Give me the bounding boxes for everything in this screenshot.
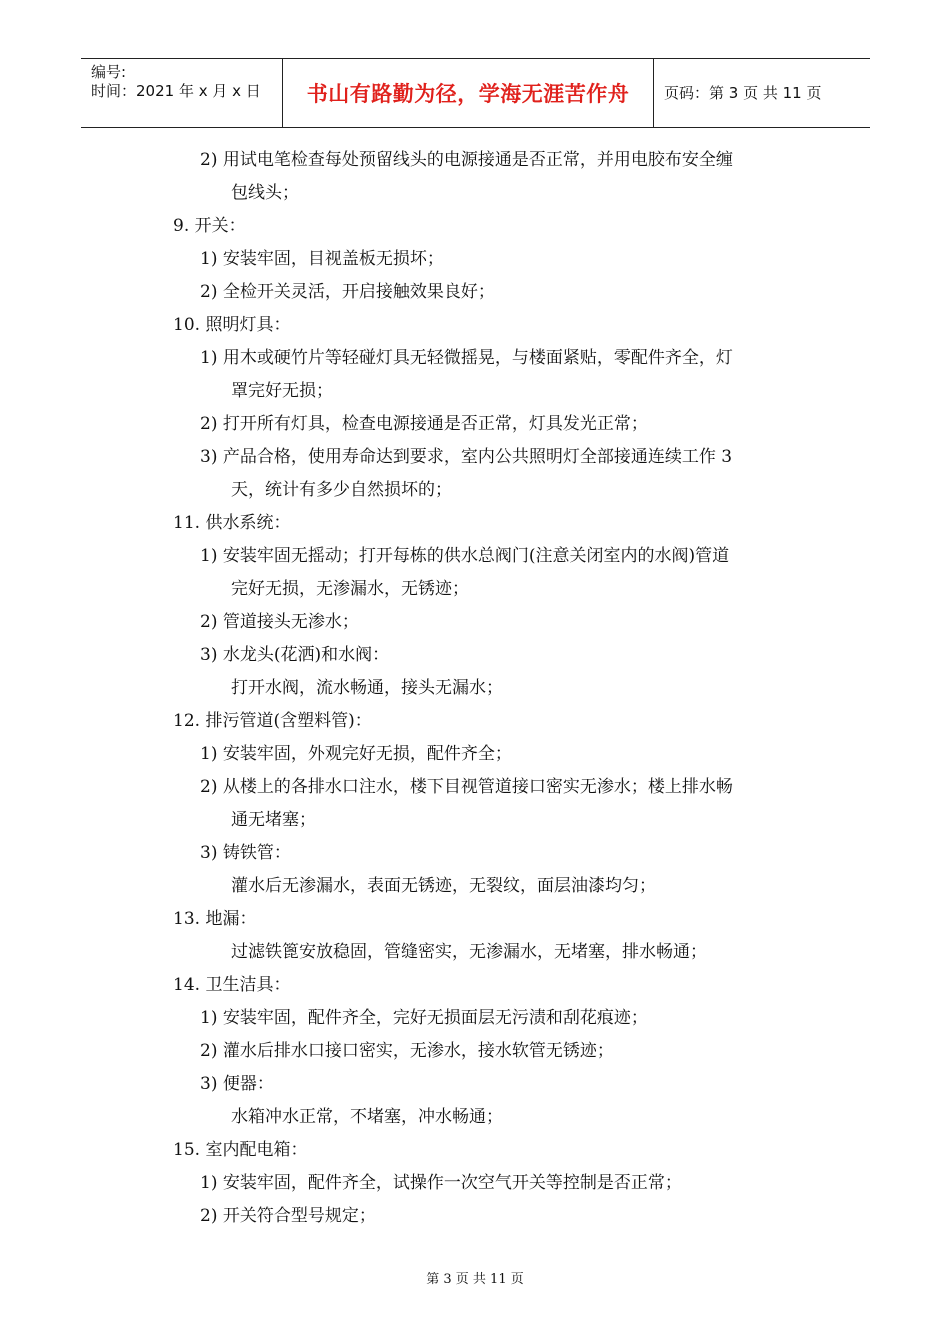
header-info-cell: [81, 59, 283, 127]
list-item: 1) 安装牢固，配件齐全，完好无损面层无污渍和刮花痕迹；: [200, 1008, 648, 1028]
header-motto-cell: [283, 59, 654, 127]
list-item: 1) 安装牢固无摇动；打开每栋的供水总阀门(注意关闭室内的水阀)管道: [200, 546, 730, 566]
list-item: 2) 打开所有灯具，检查电源接通是否正常，灯具发光正常；: [200, 414, 648, 434]
list-item: 1) 安装牢固，配件齐全，试操作一次空气开关等控制是否正常；: [200, 1173, 682, 1193]
header-page-cell: [654, 59, 870, 127]
page-footer: 第 3 页 共 11 页: [426, 1272, 524, 1287]
list-item-continuation: 包线头；: [231, 183, 299, 203]
list-item: 3) 便器：: [200, 1074, 274, 1094]
section-heading: 12. 排污管道(含塑料管)：: [173, 711, 372, 731]
section-heading: 10. 照明灯具：: [173, 315, 291, 335]
list-item-detail: 灌水后无渗漏水，表面无锈迹，无裂纹，面层油漆均匀；: [231, 876, 656, 896]
list-item: 2) 灌水后排水口接口密实，无渗水，接水软管无锈迹；: [200, 1041, 614, 1061]
list-item-continuation: 完好无损，无渗漏水，无锈迹；: [231, 579, 469, 599]
list-item: 2) 全检开关灵活，开启接触效果良好；: [200, 282, 495, 302]
page-header: [81, 58, 870, 128]
list-item-detail: 打开水阀，流水畅通，接头无漏水；: [231, 678, 503, 698]
list-item: 1) 安装牢固，外观完好无损，配件齐全；: [200, 744, 512, 764]
document-time-label: 时间：2021 年 x 月 x 日: [91, 82, 261, 100]
list-item: 3) 铸铁管：: [200, 843, 291, 863]
section-heading: 9. 开关：: [173, 216, 246, 236]
list-item-continuation: 天，统计有多少自然损坏的；: [231, 480, 452, 500]
list-item: 2) 用试电笔检查每处预留线头的电源接通是否正常，并用电胶布安全缠: [200, 150, 733, 170]
header-motto: 书山有路勤为径，学海无涯苦作舟: [306, 82, 630, 106]
section-heading: 14. 卫生洁具：: [173, 975, 291, 995]
list-item-detail: 水箱冲水正常，不堵塞，冲水畅通；: [231, 1107, 503, 1127]
list-item-detail: 过滤铁篦安放稳固，管缝密实，无渗漏水，无堵塞，排水畅通；: [231, 942, 707, 962]
section-heading: 13. 地漏：: [173, 909, 257, 929]
list-item: 2) 开关符合型号规定；: [200, 1206, 376, 1226]
document-number-label: 编号:: [91, 63, 127, 81]
list-item: 2) 管道接头无渗水；: [200, 612, 359, 632]
list-item: 1) 安装牢固，目视盖板无损坏；: [200, 249, 444, 269]
list-item-continuation: 罩完好无损；: [231, 381, 333, 401]
section-heading: 11. 供水系统：: [173, 513, 291, 533]
section-heading: 15. 室内配电箱：: [173, 1140, 308, 1160]
list-item: 3) 产品合格，使用寿命达到要求，室内公共照明灯全部接通连续工作 3: [200, 447, 733, 467]
list-item-continuation: 通无堵塞；: [231, 810, 316, 830]
list-item: 2) 从楼上的各排水口注水，楼下目视管道接口密实无渗水；楼上排水畅: [200, 777, 733, 797]
header-page-number: 页码：第 3 页 共 11 页: [664, 83, 822, 102]
list-item: 3) 水龙头(花洒)和水阀：: [200, 645, 390, 665]
list-item: 1) 用木或硬竹片等轻碰灯具无轻微摇晃，与楼面紧贴，零配件齐全，灯: [200, 348, 733, 368]
